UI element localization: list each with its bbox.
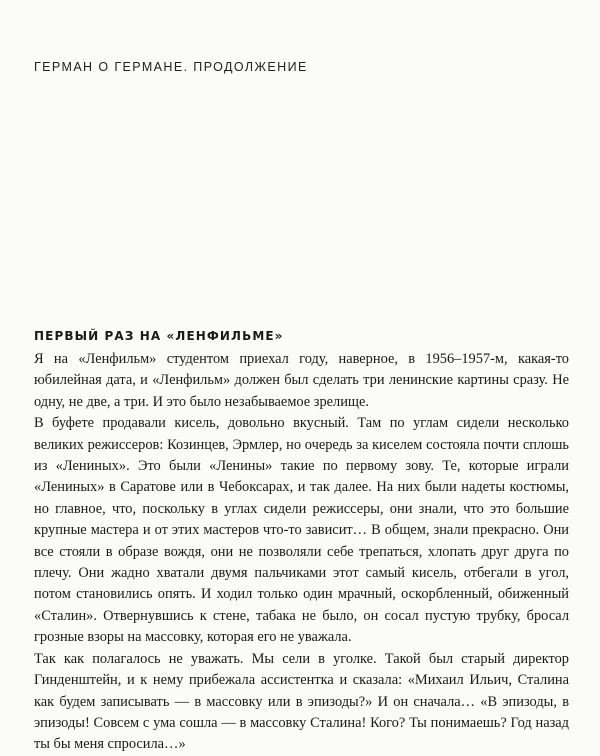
paragraph: Так как полагалось не уважать. Мы сели в уголке. Такой был старый директор Гинденштейн, и к нему прибежала ассистентка и сказала: «Михаил Ильич, Сталина как будем записывать — в массовку или в эпизоды?» И он сначала… «В эпизоды, в эпизоды! Совсем с ума сошла — в массовку Сталина! Кого? Ты понимаешь? Год назад ты бы меня спросила…» [34, 650, 569, 753]
article-body [34, 349, 569, 756]
running-header: ГЕРМАН О ГЕРМАНЕ. ПРОДОЛЖЕНИЕ [34, 60, 308, 74]
paragraph: Я на «Ленфильм» студентом приехал году, наверное, в 1956–1957-м, какая-то юбилейная дата, и «Ленфильм» должен был сделать три ленинские картины сразу. Не одну, не две, а три. И это было незабываемое зрелище. [34, 351, 569, 410]
section-title: ПЕРВЫЙ РАЗ НА «ЛЕНФИЛЬМЕ» [34, 329, 284, 343]
article-section [34, 327, 569, 756]
paragraph: В буфете продавали кисель, довольно вкусный. Там по углам сидели несколько великих режиссеров: Козинцев, Эрмлер, но очередь за киселем состояла почти сплошь из «Лениных». Это были «Ленины» такие по первому зову. Те, которые играли «Лениных» в Саратове или в Чебоксарах, и так далее. На них были надеты костюмы, но главное, что, поскольку в углах сидели режиссеры, они знали, что это большие крупные мастера и от этих мастеров что-то зависит… В общем, знали прекрасно. Они все стояли в образе вождя, они не позволяли себе трепаться, хлопать друг друга по плечу. Они жадно хватали двумя пальчиками этот самый кисель, отбегали в угол, потом становились опять. И ходил только один мрачный, оскорбленный, обиженный «Сталин». Отвернувшись к стене, табака не было, он сосал пустую трубку, бросал грозные взоры на массовку, которая его не уважала. [34, 415, 569, 646]
